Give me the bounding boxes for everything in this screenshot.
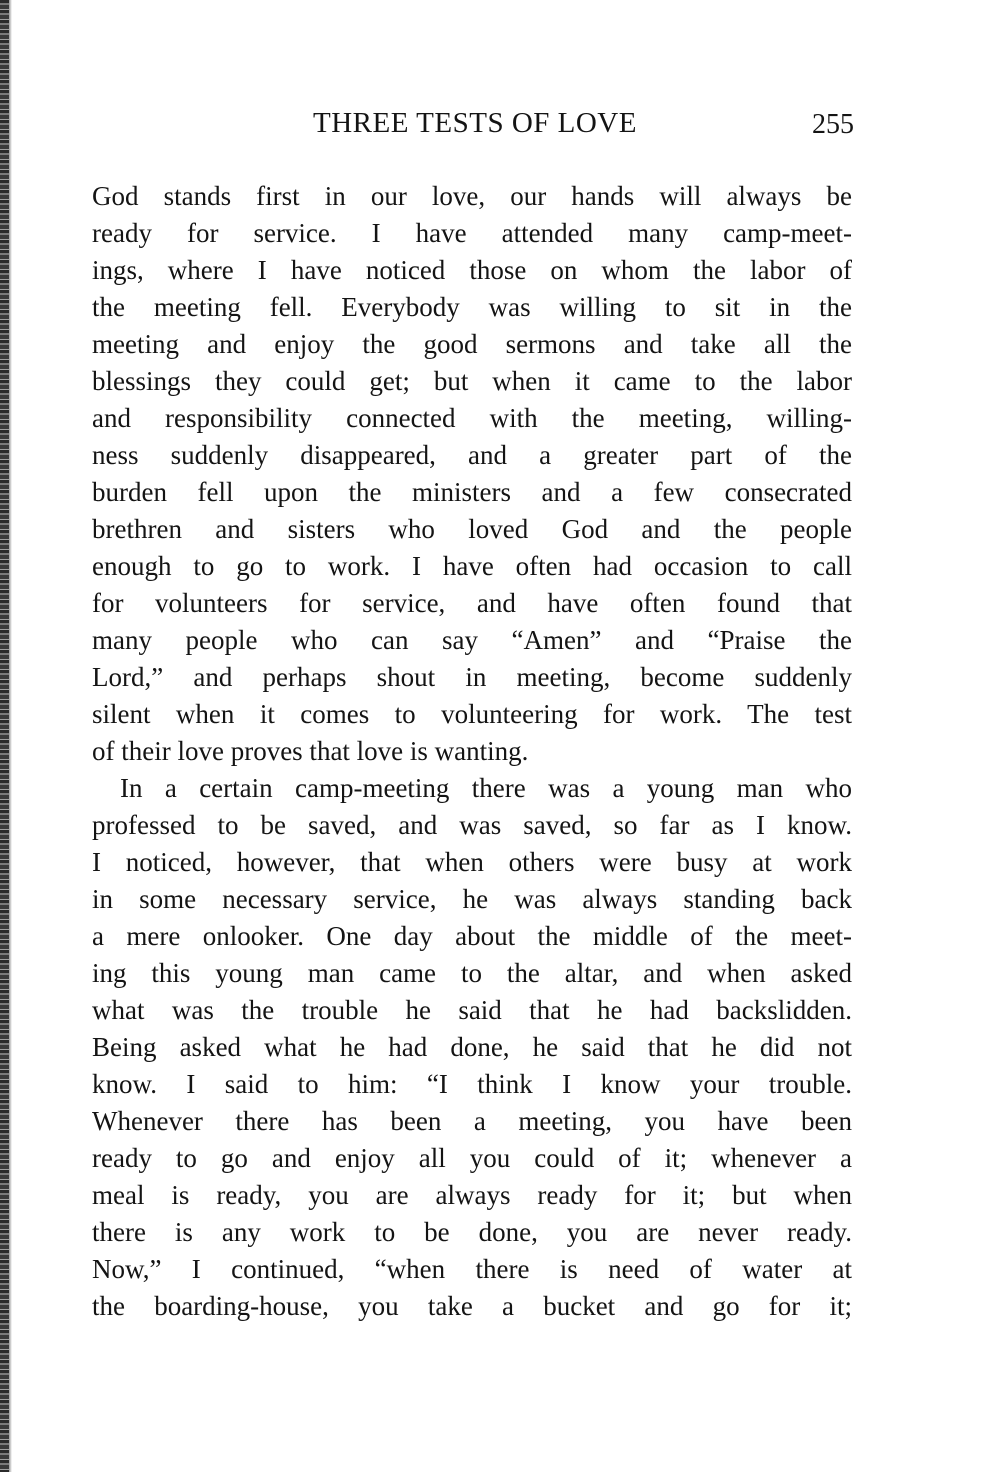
paragraph-1 [92,178,852,770]
page-number: 255 [812,109,854,140]
text-line: ings, where I have noticed those on whom the labor of [92,255,852,285]
running-head [92,103,862,143]
text-line: meeting and enjoy the good sermons and take all the [92,329,852,359]
running-title: THREE TESTS OF LOVE [313,107,637,139]
text-line: Lord,” and perhaps shout in meeting, become suddenly [92,662,852,692]
text-line: the meeting fell. Everybody was willing to sit in the [92,292,852,322]
text-line: blessings they could get; but when it came to the labor [92,366,852,396]
text-line: there is any work to be done, you are never ready. [92,1217,852,1247]
text-line: brethren and sisters who loved God and the people [92,514,852,544]
text-line: Being asked what he had done, he said that he did not [92,1032,852,1062]
text-line: ready to go and enjoy all you could of it; whenever a [92,1143,852,1173]
text-line: and responsibility connected with the meeting, willing- [92,403,852,433]
text-line: enough to go to work. I have often had occasion to call [92,551,852,581]
text-line: what was the trouble he said that he had backslidden. [92,995,852,1025]
text-line: in some necessary service, he was always standing back [92,884,852,914]
text-line: many people who can say “Amen” and “Praise the [92,625,852,655]
text-line: Whenever there has been a meeting, you have been [92,1106,852,1136]
text-line: God stands first in our love, our hands will always be [92,181,852,211]
text-body [92,178,852,1325]
text-line: of their love proves that love is wanting. [92,736,529,766]
binding-edge [0,0,9,1472]
text-line: silent when it comes to volunteering for work. The test [92,699,852,729]
text-line: for volunteers for service, and have often found that [92,588,852,618]
text-line: I noticed, however, that when others were busy at work [92,847,852,877]
text-line: a mere onlooker. One day about the middle of the meet- [92,921,852,951]
text-line: meal is ready, you are always ready for it; but when [92,1180,852,1210]
text-line: Now,” I continued, “when there is need of water at [92,1254,852,1284]
text-line: burden fell upon the ministers and a few consecrated [92,477,852,507]
text-line: ness suddenly disappeared, and a greater part of the [92,440,852,470]
text-line: ready for service. I have attended many camp-meet- [92,218,852,248]
text-line: professed to be saved, and was saved, so far as I know. [92,810,852,840]
paragraph-2 [92,770,852,1325]
text-line: the boarding-house, you take a bucket and go for it; [92,1291,852,1321]
text-line: know. I said to him: “I think I know your trouble. [92,1069,852,1099]
text-line: In a certain camp-meeting there was a young man who [120,773,852,803]
text-line: ing this young man came to the altar, and when asked [92,958,852,988]
